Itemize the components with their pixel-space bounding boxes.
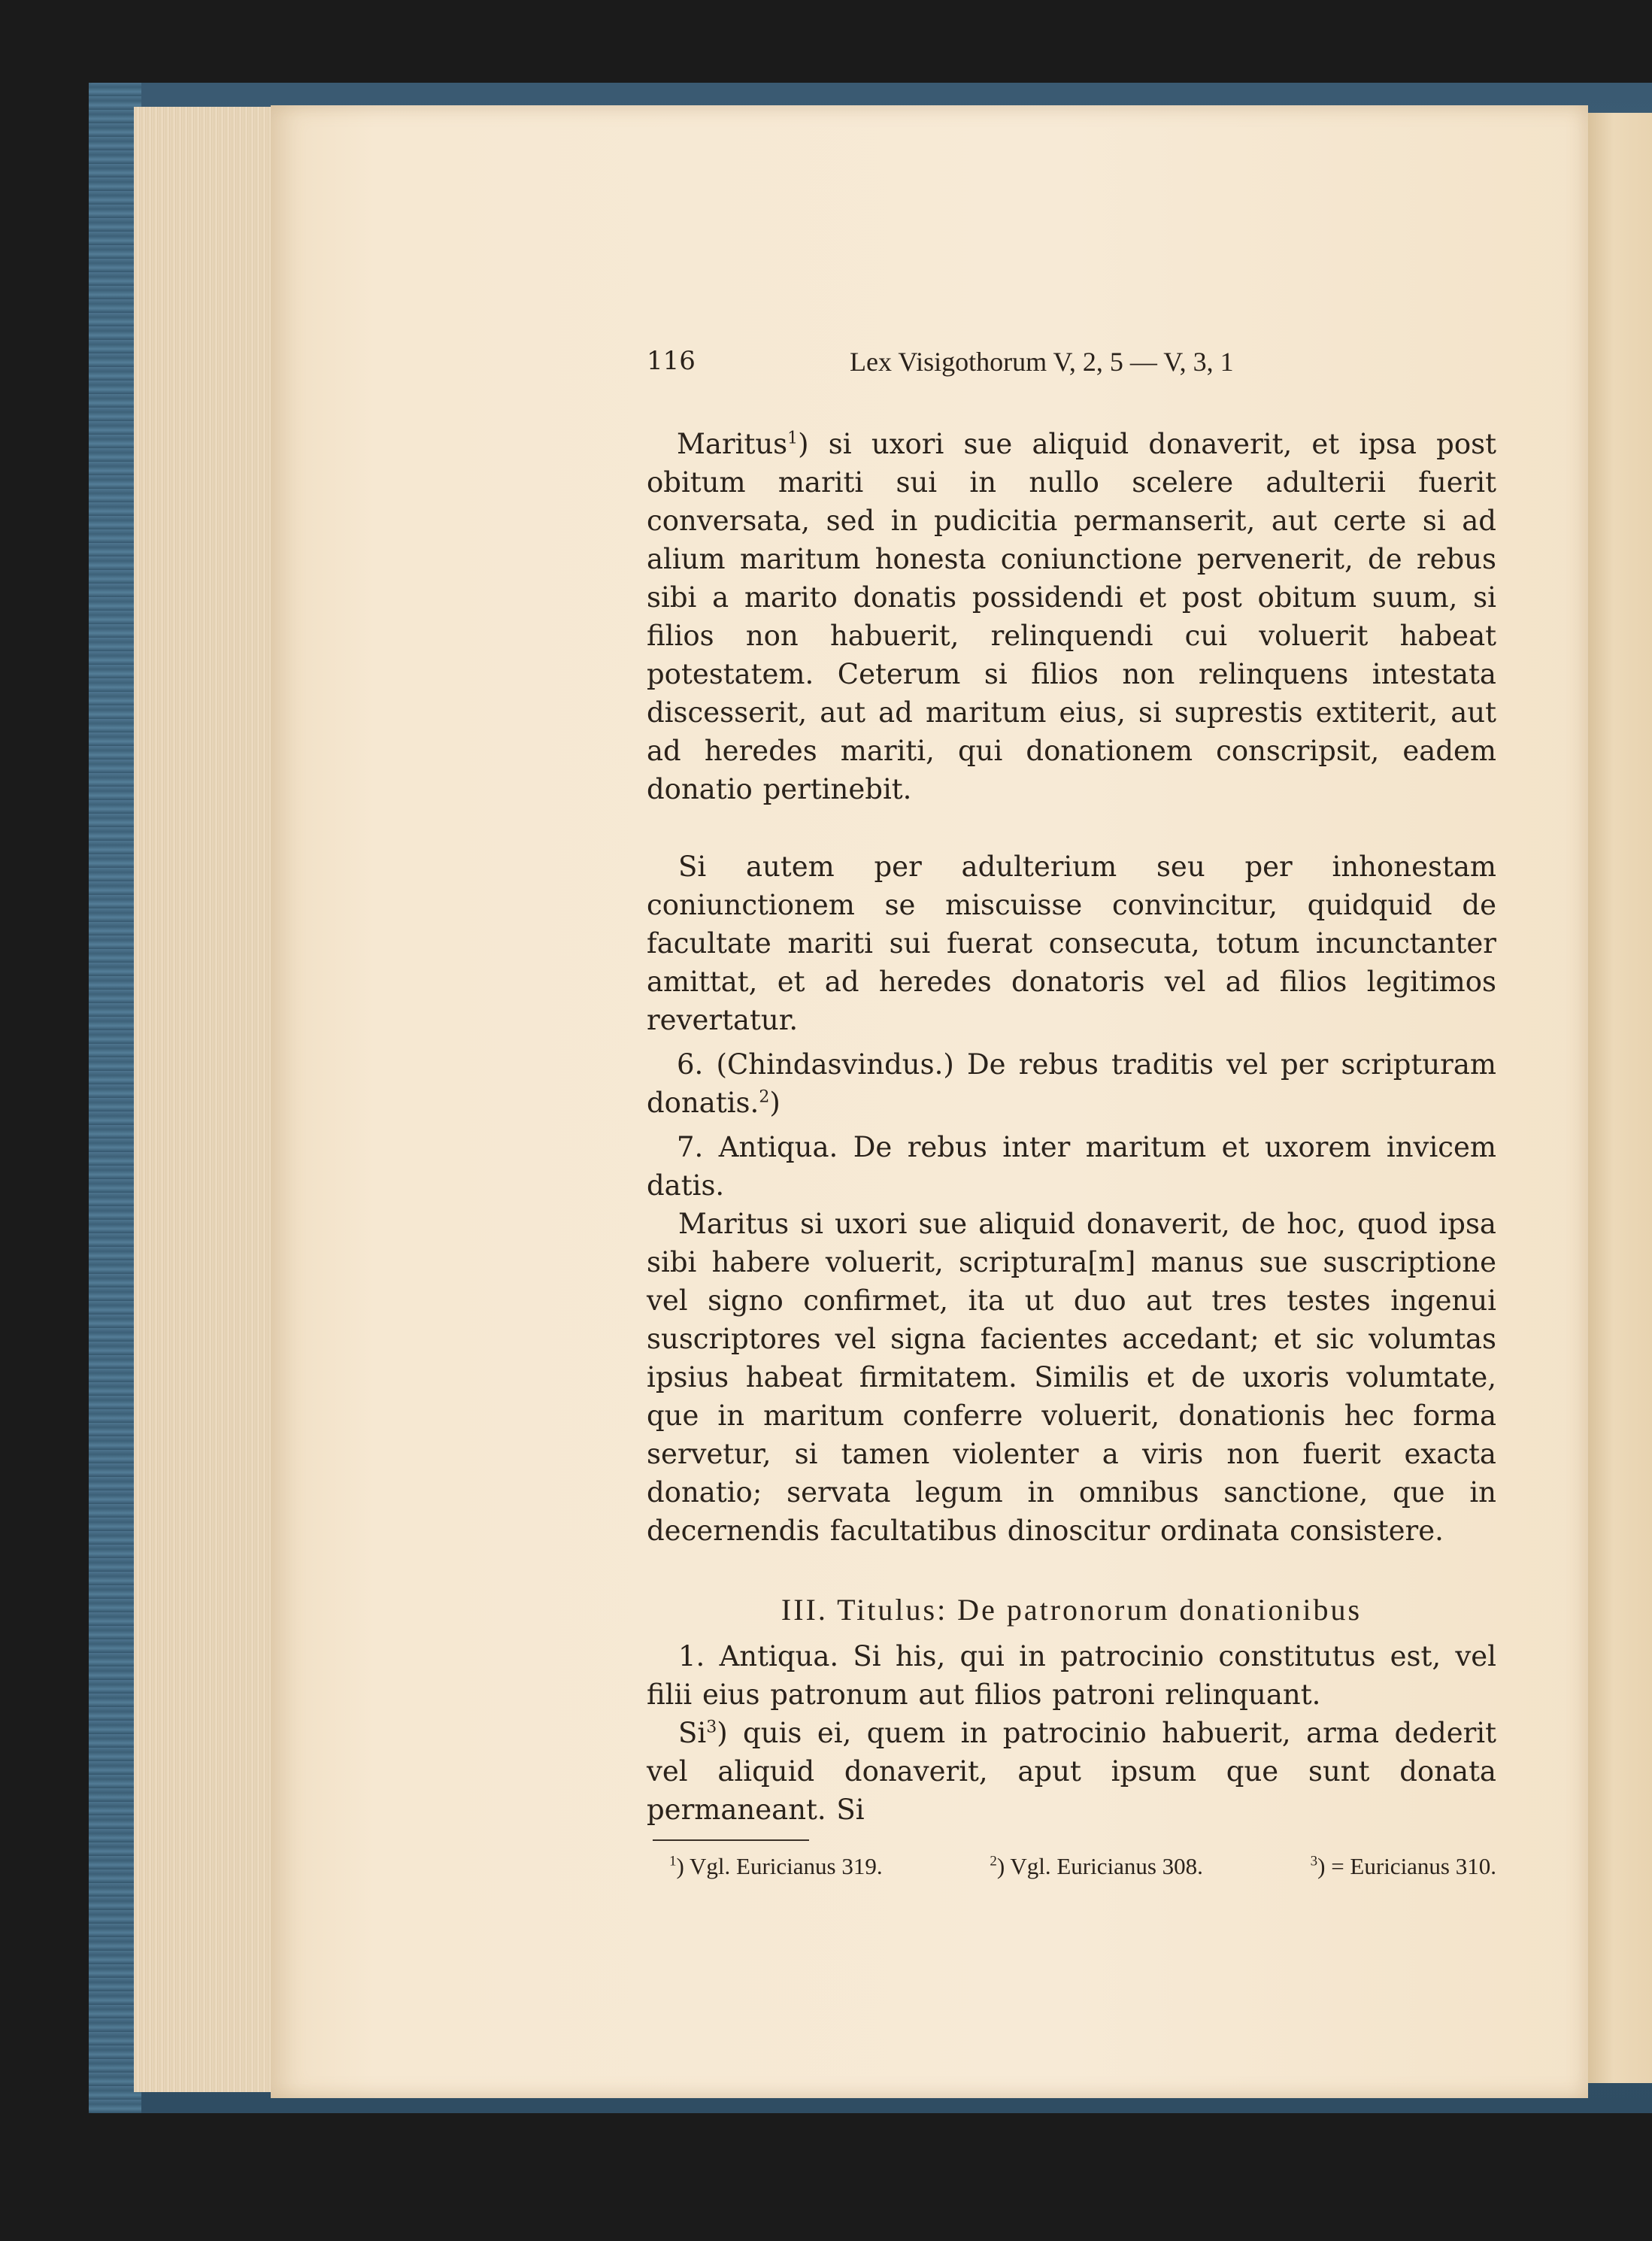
running-head xyxy=(647,338,1496,384)
page-text-block xyxy=(647,338,1496,1883)
paragraph-text: ) si uxori sue aliquid donaverit, et ipsa post obitum mariti sui in nullo scelere adulterii fuerit conversata, sed in pudicitia permanserit, aut certe si ad alium maritum honesta coniunctione pervenerit, de rebus sibi a marito donatis possidendi et post obitum suum, si filios non habuerit, relinquendi cui voluerit habeat potestatem. Ceterum si filios non relinquens intestata discesserit, aut ad maritum eius, si suprestis extiterit, aut ad heredes mariti, qui donationem conscripsit, eadem donatio pertinebit. xyxy=(647,428,1496,805)
footnote-rule xyxy=(653,1839,809,1841)
footnote-text: ) Vgl. Euricianus 319. xyxy=(676,1853,883,1879)
paragraph-law-7-heading: 7. Antiqua. De rebus inter maritum et uxorem invicem datis. xyxy=(647,1131,1496,1202)
paragraph-text: 6. (Chindasvindus.) De rebus traditis vel per scripturam donatis. xyxy=(647,1048,1496,1119)
footnote-ref: 2 xyxy=(759,1087,770,1107)
paragraph-text: Si xyxy=(678,1717,707,1749)
footnote-mark: 3 xyxy=(1310,1853,1318,1870)
page-number: 116 xyxy=(647,346,696,376)
paragraph-text: Maritus xyxy=(677,428,788,460)
facing-page-edge xyxy=(1588,113,1652,2083)
paragraph-maritus xyxy=(647,425,1496,808)
footnote-ref: 3 xyxy=(706,1718,717,1737)
page-stack-edge xyxy=(134,107,284,2092)
paragraph-text: ) xyxy=(769,1087,781,1119)
paragraph-maritus-si-uxori: Maritus si uxori sue aliquid donaverit, de hoc, quod ipsa sibi habere voluerit, scriptura[m] manus sue suscriptione vel signo confirmet, ita ut duo aut tres testes ingenui suscriptores vel signa facientes accedant; et sic volumtas ipsius habeat firmitatem. Similis et de uxoris volumtate, que in maritum conferre voluerit, donationis hec forma servetur, si tamen violenter a viris non fuerit exacta donatio; servata legum in omnibus sanctione, que in decernendis facultatibus dinoscitur ordinata consistere. xyxy=(647,1208,1496,1547)
footnote-2 xyxy=(990,1850,1203,1883)
paragraph-si-quis xyxy=(647,1714,1496,1829)
footnote-1 xyxy=(669,1850,883,1883)
footnote-mark: 1 xyxy=(669,1853,677,1870)
footnote-text: ) = Euricianus 310. xyxy=(1317,1853,1496,1879)
footnotes xyxy=(647,1850,1496,1883)
footnote-ref: 1 xyxy=(787,429,799,448)
paragraph-law-6-heading xyxy=(647,1045,1496,1122)
paragraph-si-autem: Si autem per adulterium seu per inhonestam coniunctionem se miscuisse convincitur, quidquid de facultate mariti sui fuerat consecuta, totum incunctanter amittat, et ad heredes donatoris vel ad filios legitimos revertatur. xyxy=(647,851,1496,1036)
paragraph-law-1-heading: 1. Antiqua. Si his, qui in patrocinio constitutus est, vel filii eius patronum aut filios patroni relinquant. xyxy=(647,1640,1496,1711)
paragraph-text: ) quis ei, quem in patrocinio habuerit, arma dederit vel aliquid donaverit, aput ipsum que sunt donata permaneant. Si xyxy=(647,1717,1496,1826)
footnote-mark: 2 xyxy=(990,1853,997,1870)
footnote-3 xyxy=(1311,1850,1496,1883)
footnote-text: ) Vgl. Euricianus 308. xyxy=(996,1853,1203,1879)
running-head-title: Lex Visigothorum V, 2, 5 — V, 3, 1 xyxy=(850,347,1234,377)
section-title: III. Titulus: De patronorum donationibus xyxy=(781,1593,1363,1627)
